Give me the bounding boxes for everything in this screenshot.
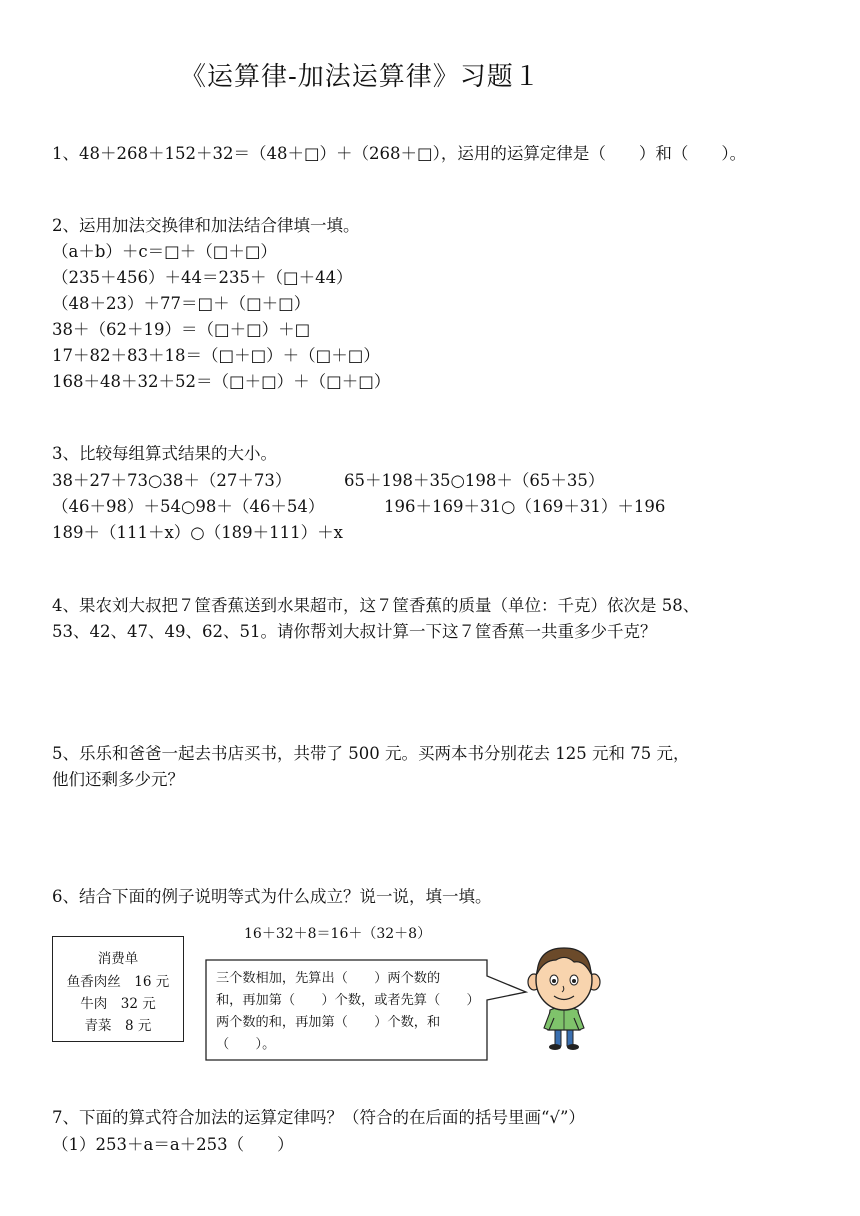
q3-row-1a: 38＋27＋73○38＋（27＋73） (52, 471, 292, 490)
receipt-box (52, 936, 184, 1042)
q2-line-5: 17＋82＋83＋18＝（□＋□）＋（□＋□） (52, 346, 380, 365)
q7-item-1: （1）253＋a＝a＋253（ ） (52, 1135, 294, 1154)
boy-illustration (522, 940, 606, 1052)
bubble-line-4: （ ）。 (216, 1037, 276, 1052)
receipt-item: 鱼香肉丝 16 元 (66, 974, 170, 990)
question-1: 1、48＋268＋152＋32＝（48＋□）＋（268＋□），运用的运算定律是（ ）和（ ）。 (52, 144, 747, 163)
question-2-heading: 2、运用加法交换律和加法结合律填一填。 (52, 216, 360, 235)
question-4-line-2: 53、42、47、49、62、51。请你帮刘大叔计算一下这７筐香蕉一共重多少千克？ (52, 622, 657, 641)
question-7-heading: 7、下面的算式符合加法的运算定律吗？（符合的在后面的括号里画“√”） (52, 1108, 585, 1127)
q3-row-1b: 65＋198＋35○198＋（65＋35） (344, 471, 605, 490)
question-5-line-1: 5、乐乐和爸爸一起去书店买书，共带了 500 元。买两本书分别花去 125 元和 75 元， (52, 744, 690, 763)
q2-line-2: （235＋456）＋44＝235＋（□＋44） (52, 268, 353, 287)
q2-line-6: 168＋48＋32＋52＝（□＋□）＋（□＋□） (52, 372, 391, 391)
q3-row-2a: （46＋98）＋54○98＋（46＋54） (52, 497, 325, 516)
question-3-heading: 3、比较每组算式结果的大小。 (52, 444, 277, 463)
q2-line-3: （48＋23）＋77＝□＋（□＋□） (52, 294, 311, 313)
bubble-line-1: 三个数相加，先算出（ ）两个数的 (216, 971, 441, 986)
q3-row-2b: 196＋169＋31○（169＋31）＋196 (384, 497, 666, 516)
question-6-heading: 6、结合下面的例子说明等式为什么成立？说一说，填一填。 (52, 887, 492, 906)
receipt-item: 牛肉 32 元 (80, 996, 156, 1012)
page-title: 《运算律-加法运算律》习题１ (180, 62, 541, 92)
question-4-line-1: 4、果农刘大叔把７筐香蕉送到水果超市，这７筐香蕉的质量（单位：千克）依次是 58、 (52, 596, 700, 615)
bubble-line-2: 和，再加第（ ）个数，或者先算（ ） (216, 993, 480, 1008)
q2-line-1: （a＋b）＋c＝□＋（□＋□） (52, 242, 277, 261)
question-5-line-2: 他们还剩多少元？ (52, 770, 184, 789)
example-equation: 16＋32＋8＝16＋（32＋8） (244, 926, 432, 942)
receipt-item: 青菜 8 元 (84, 1018, 152, 1034)
q3-row-3: 189＋（111＋x）○（189＋111）＋x (52, 523, 343, 542)
q2-line-4: 38＋（62＋19）＝（□＋□）＋□ (52, 320, 311, 339)
bubble-line-3: 两个数的和，再加第（ ）个数，和 (216, 1015, 441, 1030)
receipt-title: 消费单 (97, 951, 139, 967)
